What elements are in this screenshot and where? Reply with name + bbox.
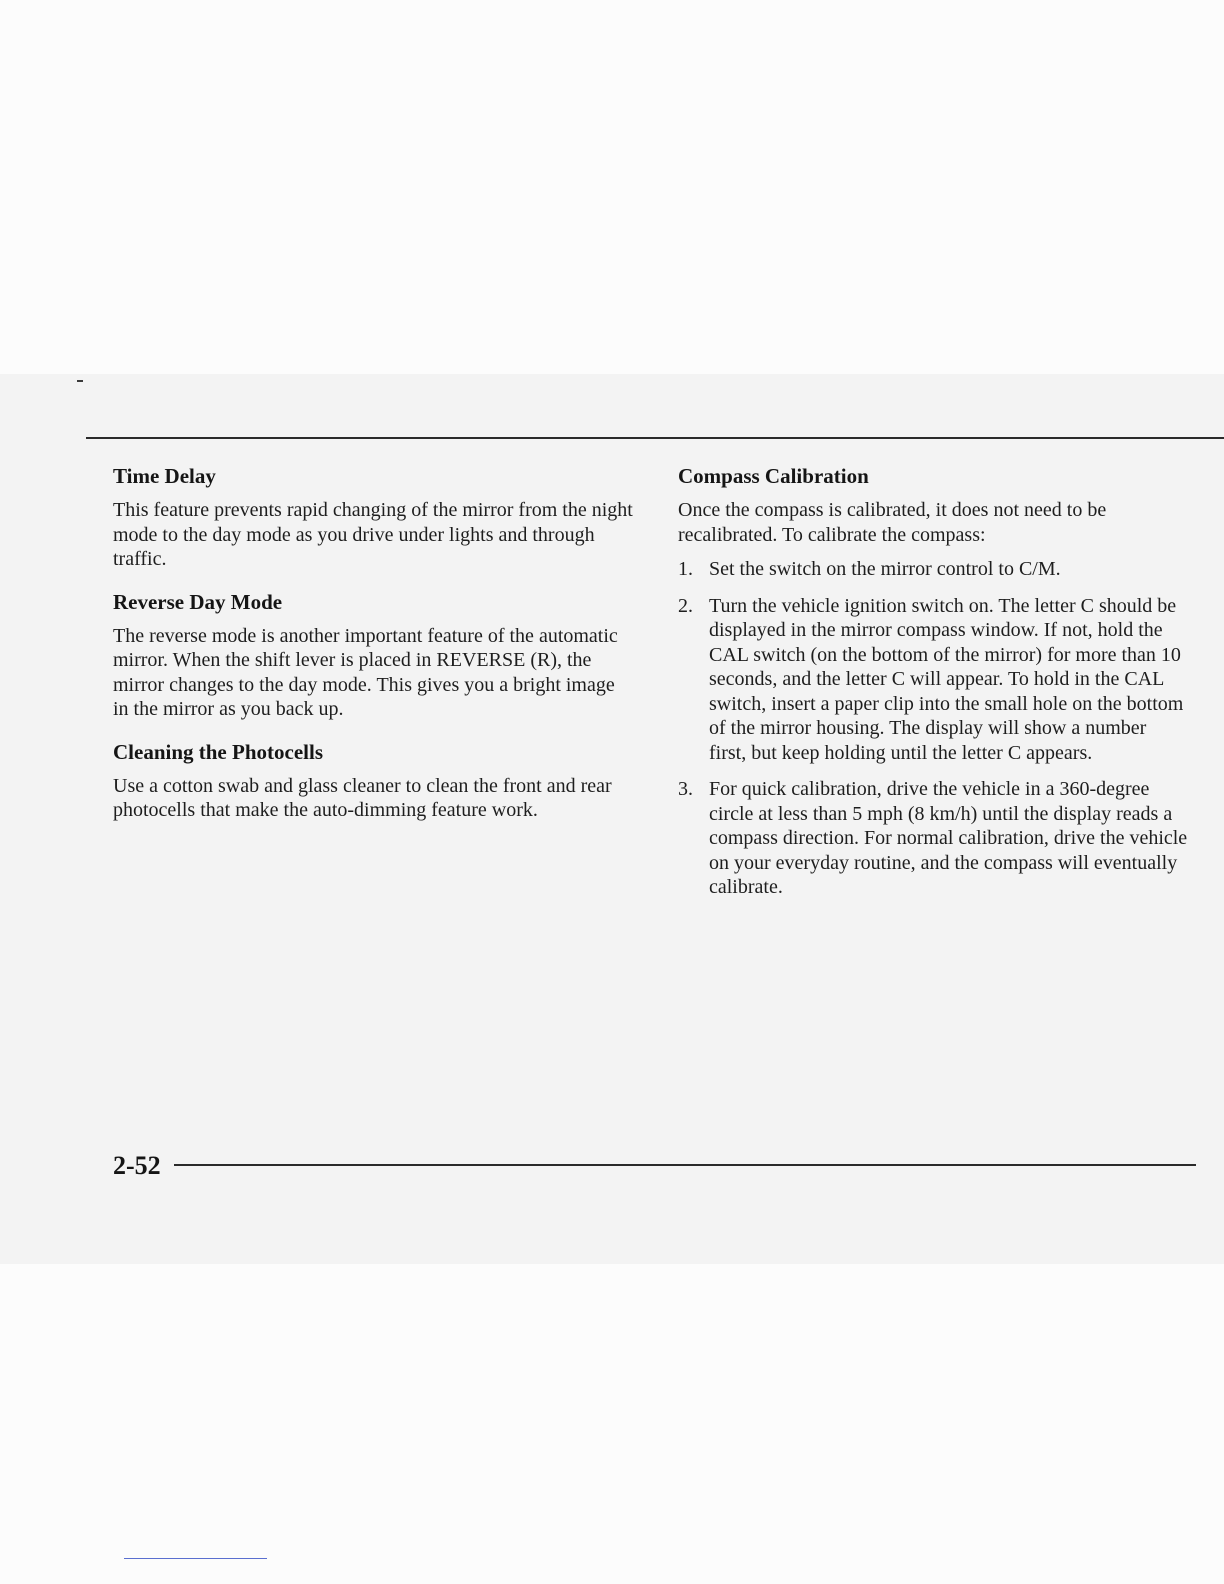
bottom-link-underline bbox=[124, 1558, 267, 1559]
section-heading: Time Delay bbox=[113, 464, 216, 488]
section-time-delay bbox=[113, 460, 633, 572]
step-text: For quick calibration, drive the vehicle in a 360-degree circle at less than 5 mph (8 km/h) until the display reads a compass direction. For normal calibration, drive the vehicle on your everyday routine, and the compass will eventually calibrate. bbox=[709, 778, 1188, 898]
list-item bbox=[678, 594, 1188, 766]
left-column bbox=[113, 460, 633, 837]
scan-mark bbox=[77, 380, 83, 382]
section-heading: Compass Calibration bbox=[678, 464, 869, 488]
section-compass-calibration bbox=[678, 460, 1188, 900]
list-item bbox=[678, 777, 1188, 900]
step-text: Turn the vehicle ignition switch on. The letter C should be displayed in the mirror compass window. If not, hold the CAL switch (on the bottom of the mirror) for more than 10 seconds, and the letter C will appear. To hold in the CAL switch, insert a paper clip into the small hole on the bottom of the mirror housing. The display will show a number first, but keep holding until the letter C appears. bbox=[709, 594, 1184, 764]
step-number: 1. bbox=[678, 558, 693, 580]
calibration-steps-list bbox=[678, 557, 1188, 900]
step-number: 3. bbox=[678, 778, 693, 800]
section-intro: Once the compass is calibrated, it does not need to be recalibrated. To calibrate the compass: bbox=[678, 499, 1107, 546]
step-number: 2. bbox=[678, 594, 693, 617]
section-heading: Reverse Day Mode bbox=[113, 589, 283, 614]
section-heading: Cleaning the Photocells bbox=[113, 739, 323, 764]
page-number: 2-52 bbox=[113, 1151, 161, 1180]
section-body: The reverse mode is another important feature of the automatic mirror. When the shift lever is placed in REVERSE (R), the mirror changes to the day mode. This gives you a bright image in the mirror as you back up. bbox=[113, 624, 618, 720]
section-reverse-day-mode bbox=[113, 586, 633, 722]
header-rule bbox=[86, 437, 1224, 439]
section-body: This feature prevents rapid changing of the mirror from the night mode to the day mode as you drive under lights and through traffic. bbox=[113, 499, 633, 570]
step-text: Set the switch on the mirror control to C/M. bbox=[709, 558, 1061, 580]
section-cleaning-photocells bbox=[113, 736, 633, 823]
footer-rule bbox=[174, 1164, 1196, 1166]
section-body: Use a cotton swab and glass cleaner to clean the front and rear photocells that make the auto-dimming feature work. bbox=[113, 774, 612, 821]
right-column bbox=[678, 460, 1188, 912]
list-item bbox=[678, 557, 1188, 582]
